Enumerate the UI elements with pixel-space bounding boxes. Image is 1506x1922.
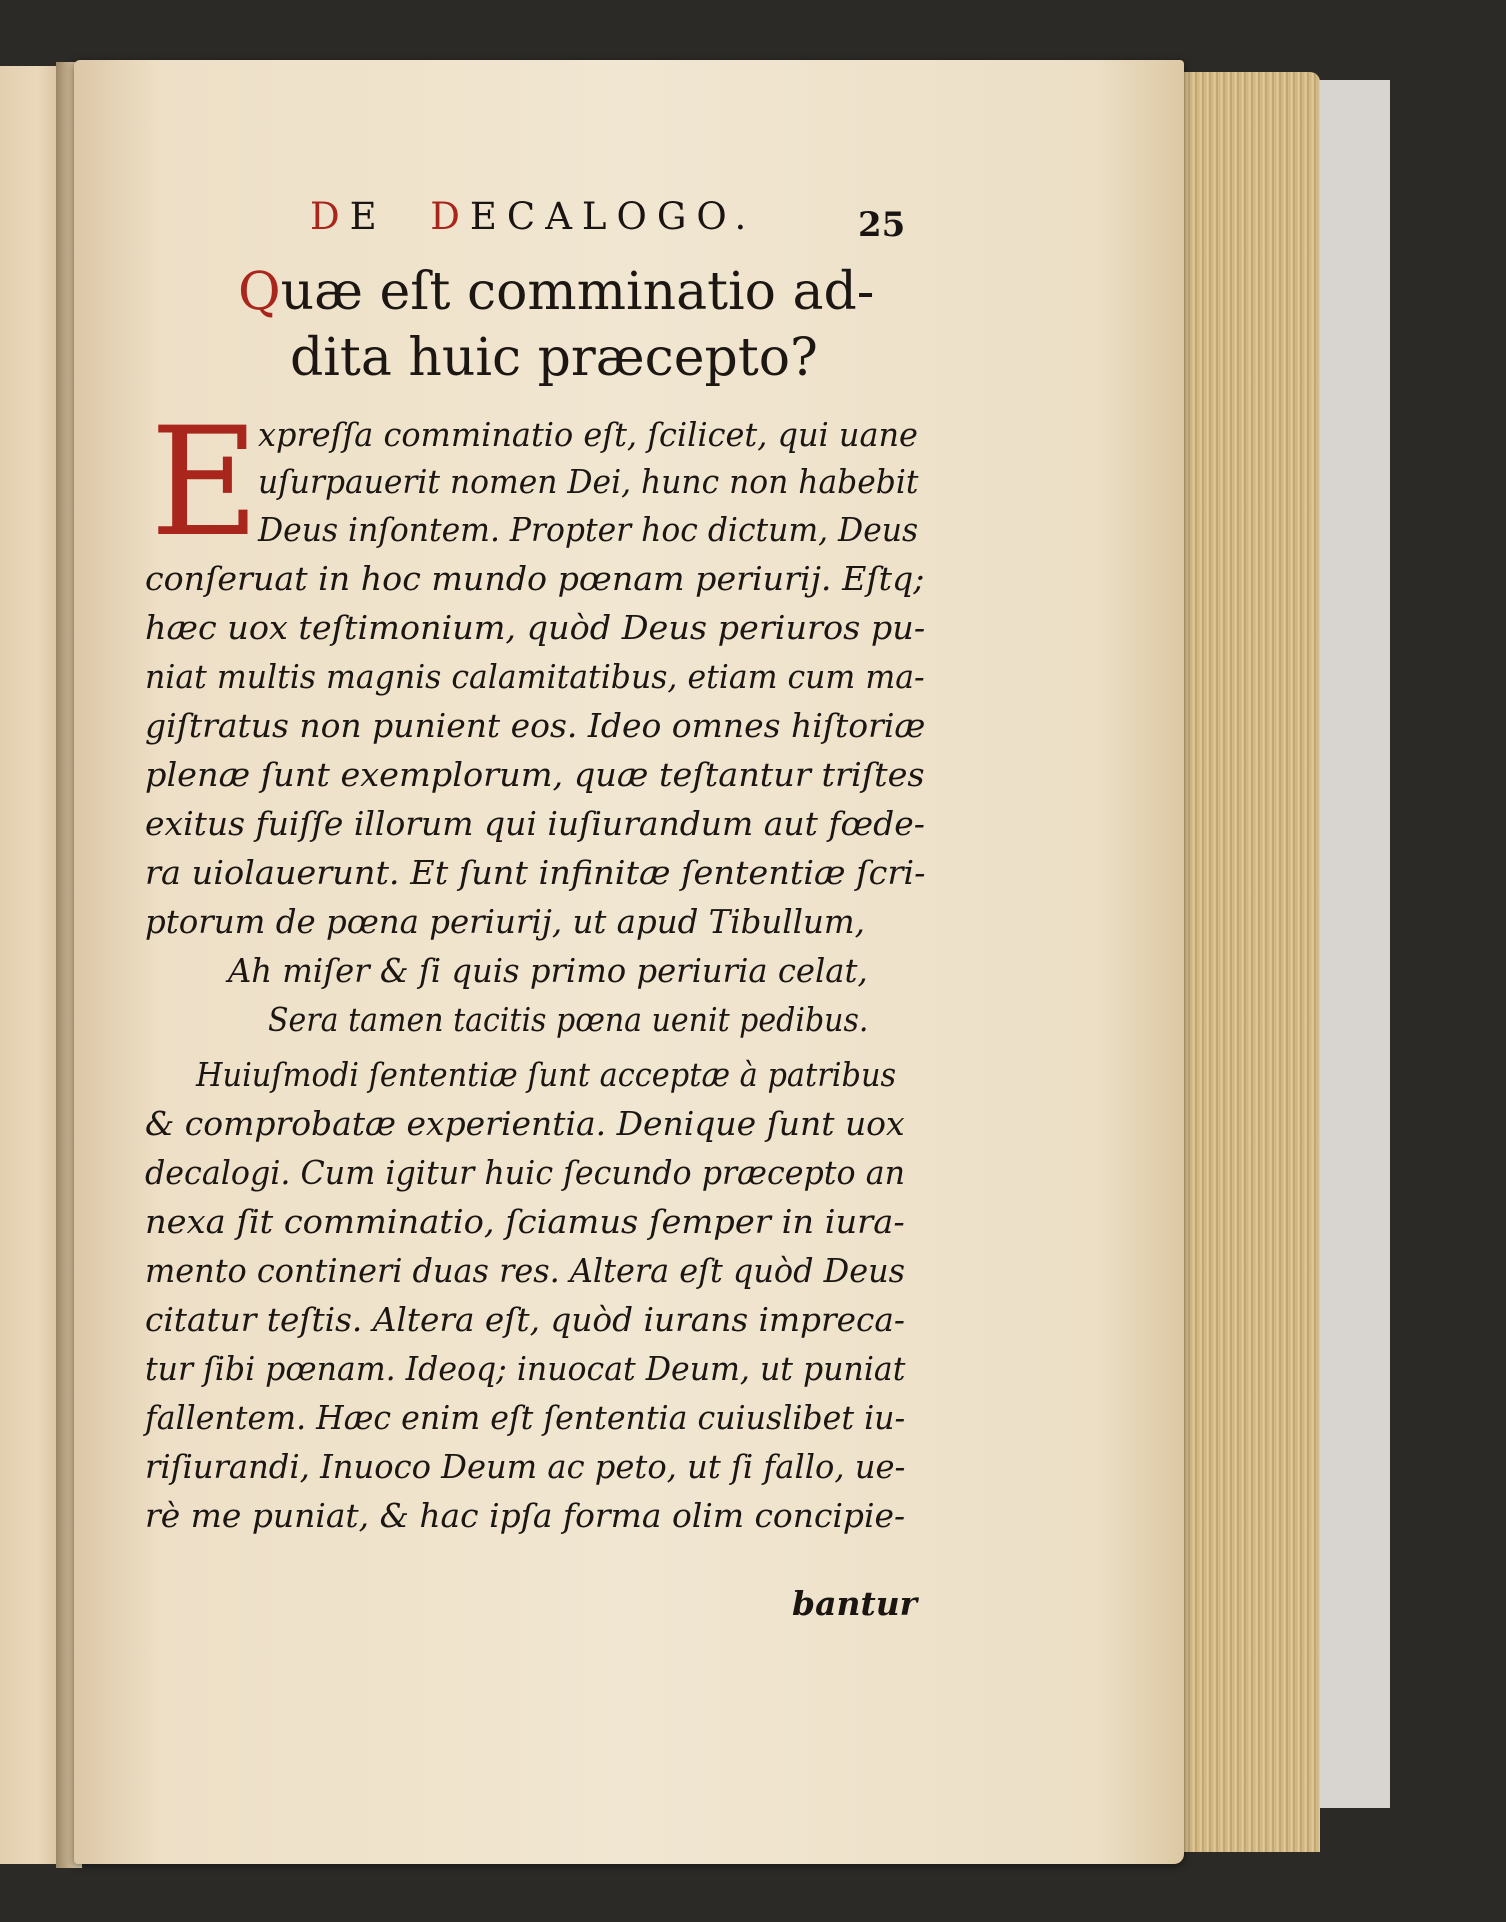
text-line: decalogi. Cum igitur huic ſecundo præcepto an	[145, 1153, 906, 1192]
running-head-initial-2: D	[430, 195, 470, 238]
text-line: Deus inſontem. Propter hoc dictum, Deus	[258, 510, 919, 549]
catchword: bantur	[792, 1584, 918, 1623]
text-line: tur ſibi pœnam. Ideoq; inuocat Deum, ut puniat	[145, 1349, 906, 1388]
text-line: Sera tamen tacitis pœna uenit pedibus.	[268, 1000, 869, 1039]
text-line: fallentem. Hæc enim eſt ſententia cuiuslibet iu-	[145, 1398, 906, 1437]
page-edges	[1170, 72, 1320, 1852]
text-line: exitus fuiſſe illorum qui iuſiurandum aut fœde-	[145, 804, 925, 843]
text-line: Ah miſer & ſi quis primo periuria celat,	[228, 951, 868, 990]
text-line: plenæ ſunt exemplorum, quæ teſtantur triſtes	[145, 755, 925, 794]
text-line: ptorum de pœna periurij, ut apud Tibullum,	[145, 902, 865, 941]
text-line: hæc uox teſtimonium, quòd Deus periuros pu-	[145, 608, 926, 647]
text-line: xpreſſa comminatio eſt, ſcilicet, qui uane	[258, 415, 918, 454]
text-line: mento contineri duas res. Altera eſt quòd Deus	[145, 1251, 906, 1290]
running-head-second: ECALOGO.	[469, 195, 757, 238]
page-number: 25	[858, 205, 906, 245]
text-line: uſurpauerit nomen Dei, hunc non habebit	[258, 462, 919, 501]
running-head-first: E	[349, 195, 387, 238]
text-line: giſtratus non punient eos. Ideo omnes hiſtoriæ	[145, 706, 926, 745]
running-head-initial: D	[310, 195, 350, 238]
text-line: citatur teſtis. Altera eſt, quòd iurans impreca-	[145, 1300, 905, 1339]
text-line: riſiurandi, Inuoco Deum ac peto, ut ſi fallo, ue-	[145, 1447, 906, 1486]
heading-line-1-text: uæ eſt comminatio ad-	[280, 262, 875, 322]
running-head	[310, 195, 756, 238]
drop-cap: E	[150, 396, 260, 570]
text-line: conſeruat in hoc mundo pœnam periurij. Eſtq;	[145, 559, 925, 598]
text-line: Huiuſmodi ſententiæ ſunt acceptæ à patribus	[196, 1055, 897, 1094]
text-line: & comprobatæ experientia. Denique ſunt uox	[145, 1104, 905, 1143]
heading-line-1	[238, 262, 874, 322]
left-page-edge	[0, 66, 62, 1864]
text-line: ra uiolauerunt. Et ſunt infinitæ ſententiæ ſcri-	[145, 853, 926, 892]
text-line: nexa ſit comminatio, ſciamus ſemper in iura-	[145, 1202, 905, 1241]
heading-line-2: dita huic præcepto?	[290, 328, 818, 388]
text-line: rè me puniat, & hac ipſa forma olim concipie-	[145, 1496, 906, 1535]
text-line: niat multis magnis calamitatibus, etiam cum ma-	[145, 657, 925, 696]
heading-initial: Q	[238, 262, 281, 322]
